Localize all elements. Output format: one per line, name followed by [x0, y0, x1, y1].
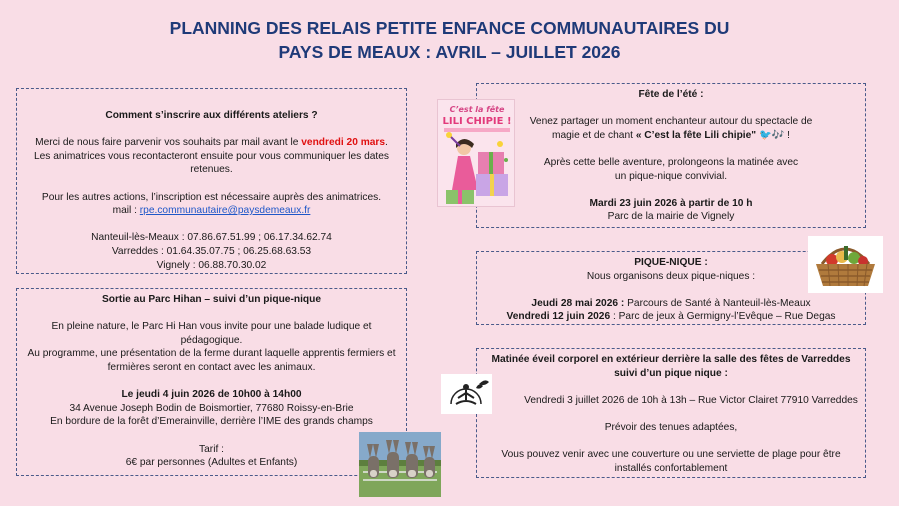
matinee-box: [476, 348, 866, 478]
inscription-paragraph-1: Merci de nous faire parvenir vos souhaits par mail avant le vendredi 20 mars.: [35, 137, 388, 149]
hihan-paragraph-2: Au programme, une présentation de la ferme durant laquelle apprentis fermiers et fermières seront en contact avec les animaux.: [27, 348, 396, 373]
hihan-address: 34 Avenue Joseph Bodin de Boismortier, 77680 Roissy-en-Brie: [69, 402, 354, 414]
hihan-tarif: 6€ par personnes (Adultes et Enfants): [125, 457, 298, 469]
poster-line-1: C’est la fête: [449, 105, 505, 114]
piquenique-intro: Nous organisons deux pique-niques :: [586, 270, 756, 282]
meditation-icon: [441, 374, 492, 414]
inscription-paragraph-2: Pour les autres actions, l’inscription est nécessaire auprès des animatrices.: [41, 191, 382, 203]
phone-vignely: Vignely : 06.88.70.30.02: [156, 259, 267, 271]
hihan-date: Le jeudi 4 juin 2026 de 10h00 à 14h00: [121, 389, 302, 401]
hihan-paragraph-1: En pleine nature, le Parc Hi Han vous invite pour une balade ludique et pédagogique.: [51, 321, 372, 346]
hihan-box: [16, 288, 407, 476]
phone-varreddes: Varreddes : 01.64.35.07.75 ; 06.25.68.63.53: [111, 245, 312, 257]
hihan-tarif-label: Tarif :: [199, 443, 224, 455]
lili-chipie-poster-image: [437, 99, 515, 207]
title-line-2: PAYS DE MEAUX : AVRIL – JUILLET 2026: [278, 42, 621, 62]
matinee-heading: Matinée éveil corporel en extérieur derrière la salle des fêtes de Varreddes suivi d’un pique nique :: [491, 354, 851, 379]
picnic-basket-image: [808, 236, 883, 293]
ete-paragraph-2: Après cette belle aventure, prolongeons la matinée avec un pique-nique convivial.: [543, 156, 799, 182]
phone-nanteuil: Nanteuil-lès-Meaux : 07.86.67.51.99 ; 06.17.34.62.74: [91, 232, 332, 244]
deadline-date: vendredi 20 mars: [301, 137, 386, 149]
inscription-paragraph-1b: Les animatrices vous recontacteront ensuite pour vous communiquer les dates retenues.: [33, 150, 390, 176]
page-title: [0, 16, 899, 64]
piquenique-heading: PIQUE-NIQUE :: [634, 257, 708, 268]
piquenique-date-1: Jeudi 28 mai 2026 : Parcours de Santé à Nanteuil-lès-Meaux: [531, 297, 811, 309]
inscription-heading: Comment s’inscrire aux différents ateliers ?: [105, 110, 318, 121]
ete-location: Parc de la mairie de Vignely: [607, 211, 735, 223]
ete-date: Mardi 23 juin 2026 à partir de 10 h: [589, 197, 753, 209]
matinee-paragraph-1: Prévoir des tenues adaptées,: [604, 421, 738, 433]
ete-box: [476, 83, 866, 228]
poster-line-2: LILI CHIPIE !: [442, 116, 512, 127]
mail-link[interactable]: rpe.communautaire@paysdemeaux.fr: [139, 205, 311, 217]
ete-heading: Fête de l’été :: [638, 89, 704, 100]
hihan-heading: Sortie au Parc Hihan – suivi d’un pique-nique: [101, 294, 322, 305]
inscription-box: [16, 88, 407, 274]
inscription-mail: mail : rpe.communautaire@paysdemeaux.fr: [112, 205, 311, 217]
matinee-date: Vendredi 3 juillet 2026 de 10h à 13h – Rue Victor Clairet 77910 Varreddes: [524, 394, 858, 406]
ete-paragraph-1: Venez partager un moment enchanteur autour du spectacle de magie et de chant « C’est la fête Lili chipie" 🐦🎶 !: [529, 116, 813, 141]
matinee-paragraph-2: Vous pouvez venir avec une couverture ou une serviette de plage pour être installés confortablement: [501, 449, 841, 474]
piquenique-date-2: Vendredi 12 juin 2026 : Parc de jeux à Germigny-l’Evêque – Rue Degas: [506, 311, 836, 323]
title-line-1: PLANNING DES RELAIS PETITE ENFANCE COMMUNAUTAIRES DU: [169, 18, 730, 38]
donkeys-image: [359, 432, 441, 497]
hihan-location: En bordure de la forêt d’Emerainville, derrière l’IME des grands champs: [50, 416, 373, 428]
